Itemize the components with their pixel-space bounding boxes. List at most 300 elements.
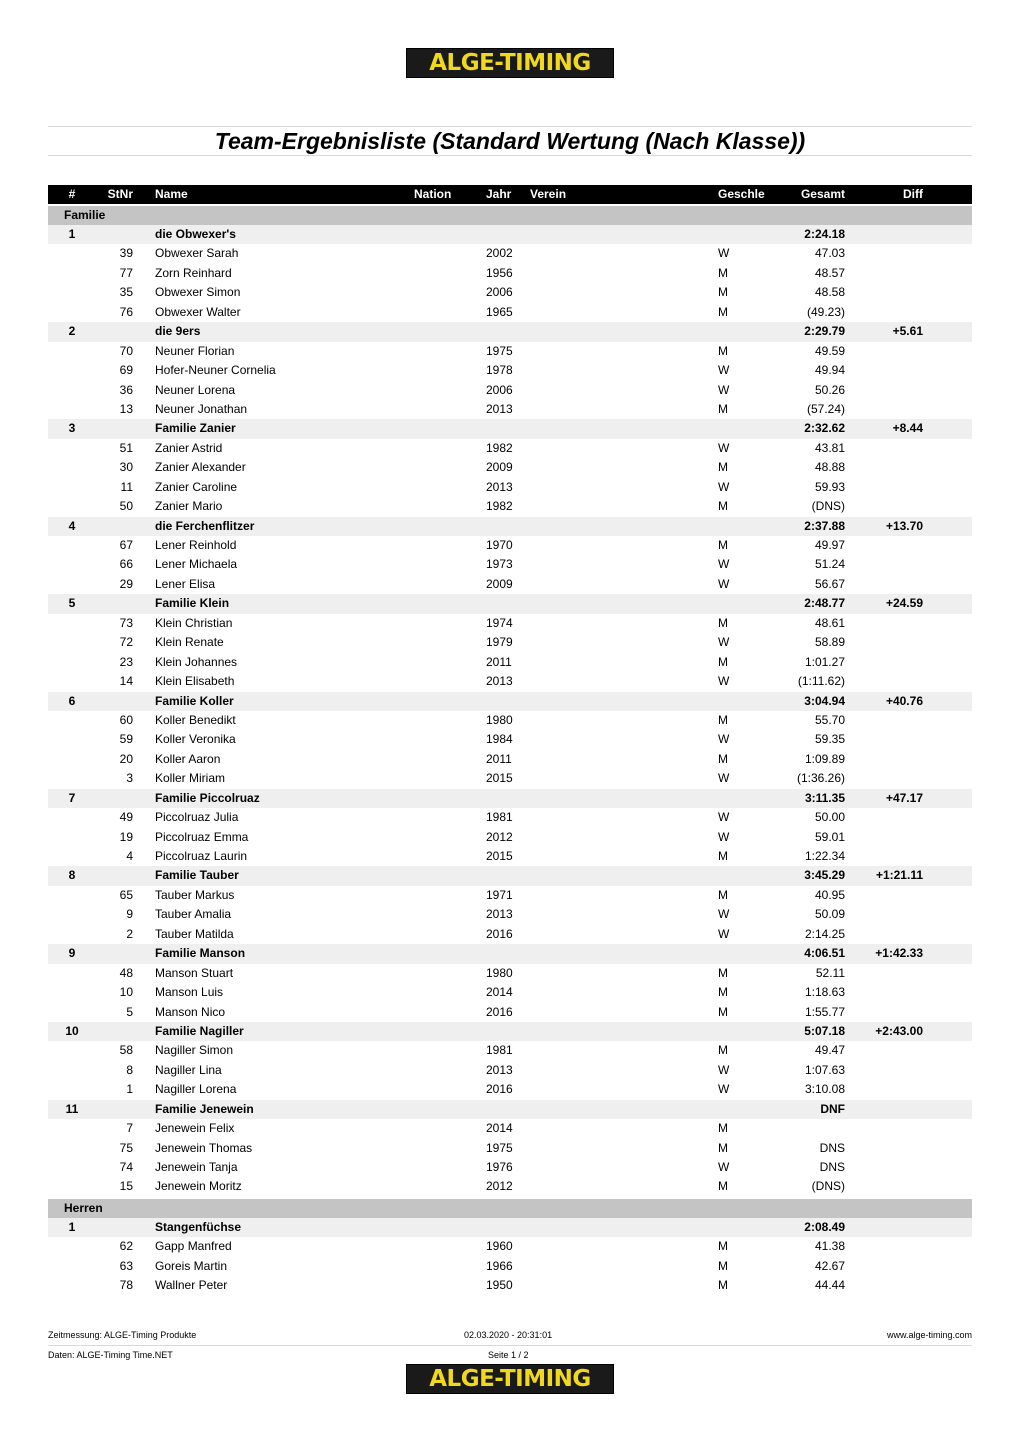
member-row xyxy=(48,964,972,983)
member-name: Tauber Amalia xyxy=(155,907,232,922)
member-stnr: 51 xyxy=(119,440,133,455)
team-total-time: 3:04.94 xyxy=(804,693,845,708)
member-row xyxy=(48,555,972,574)
member-sex: M xyxy=(718,343,728,358)
header-rank: # xyxy=(68,187,76,201)
member-name: Jenewein Tanja xyxy=(155,1160,238,1174)
member-time: 59.93 xyxy=(814,479,845,494)
member-name: Klein Johannes xyxy=(155,654,238,669)
team-total-time: 2:29.79 xyxy=(804,324,845,339)
member-name: Zanier Alexander xyxy=(155,460,246,475)
member-stnr: 1 xyxy=(126,1082,133,1097)
team-diff: +1:21.11 xyxy=(875,868,923,883)
member-row xyxy=(48,653,972,672)
member-time: 48.58 xyxy=(814,285,845,300)
member-year: 2002 xyxy=(486,246,513,261)
team-row xyxy=(48,1100,972,1119)
team-diff: +13.70 xyxy=(885,518,923,533)
member-time: 56.67 xyxy=(814,576,845,591)
team-name: Familie Piccolruaz xyxy=(155,790,260,805)
member-row xyxy=(48,497,972,516)
member-time: 3:10.08 xyxy=(804,1082,845,1097)
member-name: Jenewein Thomas xyxy=(155,1140,253,1155)
member-time: 59.35 xyxy=(814,732,845,747)
member-row xyxy=(48,730,972,749)
team-rank: 10 xyxy=(65,1023,79,1038)
member-row xyxy=(48,828,972,847)
member-sex: M xyxy=(718,887,728,902)
team-total-time: 2:32.62 xyxy=(804,421,845,436)
member-sex: W xyxy=(718,382,730,397)
team-diff: +8.44 xyxy=(892,421,923,436)
member-year: 2013 xyxy=(486,907,513,922)
member-stnr: 58 xyxy=(119,1043,133,1058)
member-stnr: 65 xyxy=(119,887,133,902)
member-year: 1956 xyxy=(486,265,513,280)
member-row xyxy=(48,750,972,769)
member-year: 2014 xyxy=(486,1121,513,1136)
member-name: Piccolruaz Emma xyxy=(155,829,249,844)
member-name: Piccolruaz Julia xyxy=(155,810,239,825)
member-sex: W xyxy=(718,1082,730,1097)
member-name: Wallner Peter xyxy=(155,1278,228,1293)
member-sex: W xyxy=(718,829,730,844)
member-name: Klein Renate xyxy=(155,635,224,650)
member-time: (1:11.62) xyxy=(797,674,845,689)
member-stnr: 70 xyxy=(119,343,133,358)
member-time: 1:18.63 xyxy=(804,985,845,1000)
member-sex: W xyxy=(718,363,730,378)
member-stnr: 73 xyxy=(119,615,133,630)
member-year: 2016 xyxy=(486,1082,513,1097)
member-stnr: 35 xyxy=(119,285,133,300)
member-stnr: 11 xyxy=(120,479,133,494)
member-time: (49.23) xyxy=(806,304,845,319)
member-name: Nagiller Lorena xyxy=(155,1082,237,1097)
team-rank: 5 xyxy=(68,596,76,611)
member-sex: W xyxy=(718,1160,730,1174)
member-year: 2015 xyxy=(486,849,513,863)
member-year: 2011 xyxy=(486,751,512,766)
member-year: 2013 xyxy=(486,674,513,689)
team-total-time: 3:11.35 xyxy=(804,790,845,805)
member-year: 1965 xyxy=(486,304,513,319)
member-sex: W xyxy=(718,246,730,261)
member-sex: M xyxy=(718,1278,728,1293)
member-name: Klein Christian xyxy=(155,615,233,630)
member-name: Tauber Markus xyxy=(155,887,235,902)
footer-data-source: Daten: ALGE-Timing Time.NET xyxy=(48,1350,173,1360)
member-sex: M xyxy=(718,1043,728,1058)
member-stnr: 15 xyxy=(119,1179,133,1194)
member-name: Jenewein Felix xyxy=(155,1121,235,1136)
member-year: 2013 xyxy=(486,401,513,416)
member-name: Tauber Matilda xyxy=(155,926,234,941)
member-stnr: 50 xyxy=(119,499,133,514)
team-rank: 3 xyxy=(68,421,76,436)
results-table xyxy=(48,185,972,1296)
member-sex: M xyxy=(718,654,728,669)
member-year: 1973 xyxy=(486,557,513,572)
team-diff: +2:43.00 xyxy=(875,1023,923,1038)
member-sex: M xyxy=(718,615,728,630)
team-diff: +24.59 xyxy=(885,596,923,611)
member-row xyxy=(48,1061,972,1080)
team-rank: 2 xyxy=(68,324,76,339)
member-row xyxy=(48,905,972,924)
member-stnr: 5 xyxy=(126,1004,133,1019)
team-name: Stangenfüchse xyxy=(155,1219,242,1234)
team-diff: +5.61 xyxy=(892,324,923,339)
team-row xyxy=(48,1218,972,1237)
member-row xyxy=(48,1003,972,1022)
member-name: Jenewein Moritz xyxy=(155,1179,242,1194)
member-time: 49.47 xyxy=(814,1043,845,1058)
member-stnr: 77 xyxy=(119,265,133,280)
member-sex: M xyxy=(718,401,728,416)
member-year: 1950 xyxy=(486,1278,513,1293)
member-time: 43.81 xyxy=(814,440,845,455)
footer-page-number: Seite 1 / 2 xyxy=(488,1350,529,1360)
team-row xyxy=(48,1022,972,1041)
member-name: Neuner Jonathan xyxy=(155,401,248,416)
team-diff: +1:42.33 xyxy=(875,946,923,961)
member-name: Manson Luis xyxy=(155,985,224,1000)
member-sex: M xyxy=(718,265,728,280)
member-row xyxy=(48,458,972,477)
member-stnr: 48 xyxy=(119,965,133,980)
member-time: 48.57 xyxy=(814,265,845,280)
member-row xyxy=(48,400,972,419)
member-stnr: 3 xyxy=(126,771,133,786)
footer-datetime: 02.03.2020 - 20:31:01 xyxy=(464,1330,553,1340)
team-row xyxy=(48,789,972,808)
team-row xyxy=(48,944,972,963)
member-row xyxy=(48,672,972,691)
member-name: Neuner Lorena xyxy=(155,382,236,397)
member-time: 50.09 xyxy=(814,907,845,922)
team-name: die Ferchenflitzer xyxy=(155,518,255,533)
header-stnr: StNr xyxy=(107,187,133,201)
team-rank: 6 xyxy=(68,693,76,708)
member-row xyxy=(48,303,972,322)
member-name: Klein Elisabeth xyxy=(155,674,235,689)
member-time: 1:07.63 xyxy=(804,1062,845,1077)
footer-website: www.alge-timing.com xyxy=(886,1330,972,1340)
member-stnr: 36 xyxy=(119,382,133,397)
team-rank: 11 xyxy=(65,1101,79,1116)
member-sex: M xyxy=(718,1239,728,1254)
member-stnr: 74 xyxy=(119,1160,133,1174)
member-year: 1980 xyxy=(486,712,513,727)
member-name: Goreis Martin xyxy=(155,1258,228,1273)
member-sex: M xyxy=(718,849,728,863)
member-row xyxy=(48,1080,972,1099)
member-sex: M xyxy=(718,460,728,475)
member-time: 2:14.25 xyxy=(804,926,845,941)
class-group-header xyxy=(48,206,972,225)
team-name: Familie Manson xyxy=(155,946,246,961)
team-name: Familie Jenewein xyxy=(155,1101,254,1116)
member-name: Koller Miriam xyxy=(155,771,226,786)
member-year: 1971 xyxy=(486,887,513,902)
member-name: Zorn Reinhard xyxy=(155,265,232,280)
member-year: 1966 xyxy=(486,1258,513,1273)
member-time: 47.03 xyxy=(814,246,845,261)
member-row xyxy=(48,439,972,458)
header-sex: Geschle xyxy=(718,187,765,201)
team-name: Familie Klein xyxy=(155,596,230,611)
footer-line-1 xyxy=(48,1330,972,1346)
member-row xyxy=(48,886,972,905)
team-row xyxy=(48,322,972,341)
member-time: 51.24 xyxy=(814,557,845,572)
member-row xyxy=(48,769,972,788)
member-row xyxy=(48,983,972,1002)
member-name: Zanier Astrid xyxy=(155,440,223,455)
member-stnr: 14 xyxy=(119,674,133,689)
member-stnr: 29 xyxy=(119,576,133,591)
member-stnr: 30 xyxy=(119,460,133,475)
member-time: (DNS) xyxy=(811,1179,845,1194)
member-name: Piccolruaz Laurin xyxy=(155,849,248,863)
member-name: Manson Nico xyxy=(155,1004,226,1019)
team-name: Familie Nagiller xyxy=(155,1023,244,1038)
header-verein: Verein xyxy=(530,187,567,201)
member-year: 2011 xyxy=(486,654,512,669)
member-name: Lener Michaela xyxy=(155,557,238,572)
member-year: 1975 xyxy=(486,343,513,358)
team-name: die 9ers xyxy=(155,324,201,339)
member-name: Zanier Caroline xyxy=(155,479,238,494)
team-row xyxy=(48,866,972,885)
member-name: Koller Veronika xyxy=(155,732,236,747)
member-row xyxy=(48,1158,972,1177)
table-body xyxy=(48,206,972,1296)
member-time: 50.00 xyxy=(814,810,845,825)
member-row xyxy=(48,925,972,944)
member-year: 2015 xyxy=(486,771,513,786)
member-time: 52.11 xyxy=(815,965,845,980)
member-stnr: 7 xyxy=(126,1121,133,1136)
member-sex: M xyxy=(718,1258,728,1273)
member-sex: W xyxy=(718,674,730,689)
page-title: Team-Ergebnisliste (Standard Wertung (Nach Klasse)) xyxy=(214,127,806,154)
class-label: Herren xyxy=(64,1200,103,1215)
team-total-time: DNF xyxy=(820,1101,845,1116)
member-row xyxy=(48,1257,972,1276)
member-stnr: 20 xyxy=(119,751,133,766)
member-stnr: 59 xyxy=(119,732,133,747)
member-sex: W xyxy=(718,732,730,747)
team-rank: 1 xyxy=(68,227,76,241)
member-stnr: 60 xyxy=(119,712,133,727)
member-time: 50.26 xyxy=(814,382,845,397)
member-stnr: 8 xyxy=(126,1062,133,1077)
member-stnr: 4 xyxy=(126,849,133,863)
member-time: 1:01.27 xyxy=(804,654,845,669)
team-total-time: 3:45.29 xyxy=(804,868,845,883)
member-row xyxy=(48,847,972,866)
header-jahr: Jahr xyxy=(486,187,512,201)
member-sex: W xyxy=(718,576,730,591)
member-year: 1982 xyxy=(486,499,513,514)
member-row xyxy=(48,342,972,361)
alge-timing-logo-bottom: ALGE-TIMING xyxy=(406,1364,614,1394)
team-total-time: 5:07.18 xyxy=(804,1023,845,1038)
member-year: 2012 xyxy=(486,1179,513,1194)
member-stnr: 72 xyxy=(119,635,133,650)
member-row xyxy=(48,361,972,380)
member-row xyxy=(48,1041,972,1060)
member-stnr: 75 xyxy=(119,1140,133,1155)
team-rank: 4 xyxy=(68,518,76,533)
team-name: Familie Tauber xyxy=(155,868,239,883)
team-name: Familie Koller xyxy=(155,693,234,708)
member-time: 42.67 xyxy=(814,1258,845,1273)
member-time: 1:09.89 xyxy=(804,751,845,766)
member-name: Hofer-Neuner Cornelia xyxy=(155,363,276,378)
member-year: 1982 xyxy=(486,440,513,455)
member-year: 2006 xyxy=(486,382,513,397)
member-row xyxy=(48,478,972,497)
team-total-time: 2:48.77 xyxy=(804,596,845,611)
member-stnr: 39 xyxy=(119,246,133,261)
title-box xyxy=(48,126,972,156)
class-label: Familie xyxy=(64,208,106,222)
member-time: DNS xyxy=(819,1140,845,1155)
member-stnr: 67 xyxy=(119,538,133,552)
member-stnr: 9 xyxy=(126,907,133,922)
member-time: 1:55.77 xyxy=(804,1004,845,1019)
member-sex: M xyxy=(718,751,728,766)
member-year: 1960 xyxy=(486,1239,513,1254)
member-year: 1974 xyxy=(486,615,513,630)
team-row xyxy=(48,692,972,711)
header-name: Name xyxy=(155,187,188,201)
team-rank: 1 xyxy=(68,1219,76,1234)
member-time: DNS xyxy=(819,1160,845,1174)
member-name: Nagiller Lina xyxy=(155,1062,222,1077)
member-time: 58.89 xyxy=(814,635,845,650)
member-sex: W xyxy=(718,557,730,572)
member-time: 1:22.34 xyxy=(804,849,845,863)
member-stnr: 78 xyxy=(119,1278,133,1293)
member-time: 49.59 xyxy=(814,343,845,358)
member-stnr: 10 xyxy=(119,985,133,1000)
member-time: (DNS) xyxy=(811,499,845,514)
member-time: 49.94 xyxy=(814,363,845,378)
member-time: 41.38 xyxy=(814,1239,845,1254)
member-row xyxy=(48,808,972,827)
member-year: 1984 xyxy=(486,732,513,747)
member-time: 40.95 xyxy=(814,887,845,902)
member-year: 2016 xyxy=(486,926,513,941)
member-sex: M xyxy=(718,712,728,727)
member-time: (57.24) xyxy=(806,401,845,416)
member-time: 59.01 xyxy=(814,829,845,844)
member-name: Obwexer Walter xyxy=(155,304,241,319)
member-name: Nagiller Simon xyxy=(155,1043,234,1058)
team-rank: 7 xyxy=(68,790,76,805)
team-total-time: 2:24.18 xyxy=(804,227,845,241)
member-sex: M xyxy=(718,1179,728,1194)
member-year: 2013 xyxy=(486,1062,513,1077)
member-sex: W xyxy=(718,1062,730,1077)
member-row xyxy=(48,1139,972,1158)
member-year: 2014 xyxy=(486,985,513,1000)
member-name: Koller Benedikt xyxy=(155,712,236,727)
team-rank: 9 xyxy=(68,946,76,961)
member-year: 1981 xyxy=(486,1043,513,1058)
alge-timing-logo: ALGE-TIMING xyxy=(406,48,614,78)
member-time: 55.70 xyxy=(814,712,845,727)
member-row xyxy=(48,536,972,555)
member-sex: M xyxy=(718,304,728,319)
member-year: 1970 xyxy=(486,538,513,552)
member-row xyxy=(48,575,972,594)
team-rank: 8 xyxy=(68,868,76,883)
team-total-time: 4:06.51 xyxy=(804,946,845,961)
member-stnr: 49 xyxy=(119,810,133,825)
team-name: die Obwexer's xyxy=(155,227,236,241)
member-year: 2013 xyxy=(486,479,513,494)
header-diff: Diff xyxy=(903,187,923,201)
member-sex: W xyxy=(718,926,730,941)
member-name: Obwexer Simon xyxy=(155,285,241,300)
class-group-header xyxy=(48,1199,972,1218)
member-stnr: 13 xyxy=(119,401,133,416)
member-sex: M xyxy=(718,538,728,552)
member-time: 49.97 xyxy=(814,538,845,552)
member-row xyxy=(48,633,972,652)
member-row xyxy=(48,244,972,263)
member-row xyxy=(48,614,972,633)
member-stnr: 2 xyxy=(126,926,133,941)
member-year: 1981 xyxy=(486,810,513,825)
member-row xyxy=(48,283,972,302)
member-sex: W xyxy=(718,440,730,455)
member-row xyxy=(48,264,972,283)
member-year: 2009 xyxy=(486,460,513,475)
header-gesamt: Gesamt xyxy=(800,187,845,201)
member-sex: M xyxy=(718,1140,728,1155)
member-year: 2012 xyxy=(486,829,513,844)
member-stnr: 76 xyxy=(119,304,133,319)
member-year: 1978 xyxy=(486,363,513,378)
team-row xyxy=(48,225,972,244)
member-sex: M xyxy=(718,1004,728,1019)
member-row xyxy=(48,1276,972,1295)
member-stnr: 19 xyxy=(119,829,133,844)
member-year: 2016 xyxy=(486,1004,513,1019)
member-sex: W xyxy=(718,479,730,494)
member-sex: W xyxy=(718,810,730,825)
member-row xyxy=(48,711,972,730)
team-row xyxy=(48,517,972,536)
member-sex: W xyxy=(718,771,730,786)
header-nation: Nation xyxy=(414,187,452,201)
team-diff: +40.76 xyxy=(885,693,923,708)
member-name: Koller Aaron xyxy=(155,751,221,766)
member-name: Manson Stuart xyxy=(155,965,234,980)
member-name: Gapp Manfred xyxy=(155,1239,232,1254)
member-year: 1979 xyxy=(486,635,513,650)
footer-timing: Zeitmessung: ALGE-Timing Produkte xyxy=(48,1330,197,1340)
member-year: 1975 xyxy=(486,1140,513,1155)
member-sex: W xyxy=(718,907,730,922)
team-total-time: 2:08.49 xyxy=(804,1219,845,1234)
